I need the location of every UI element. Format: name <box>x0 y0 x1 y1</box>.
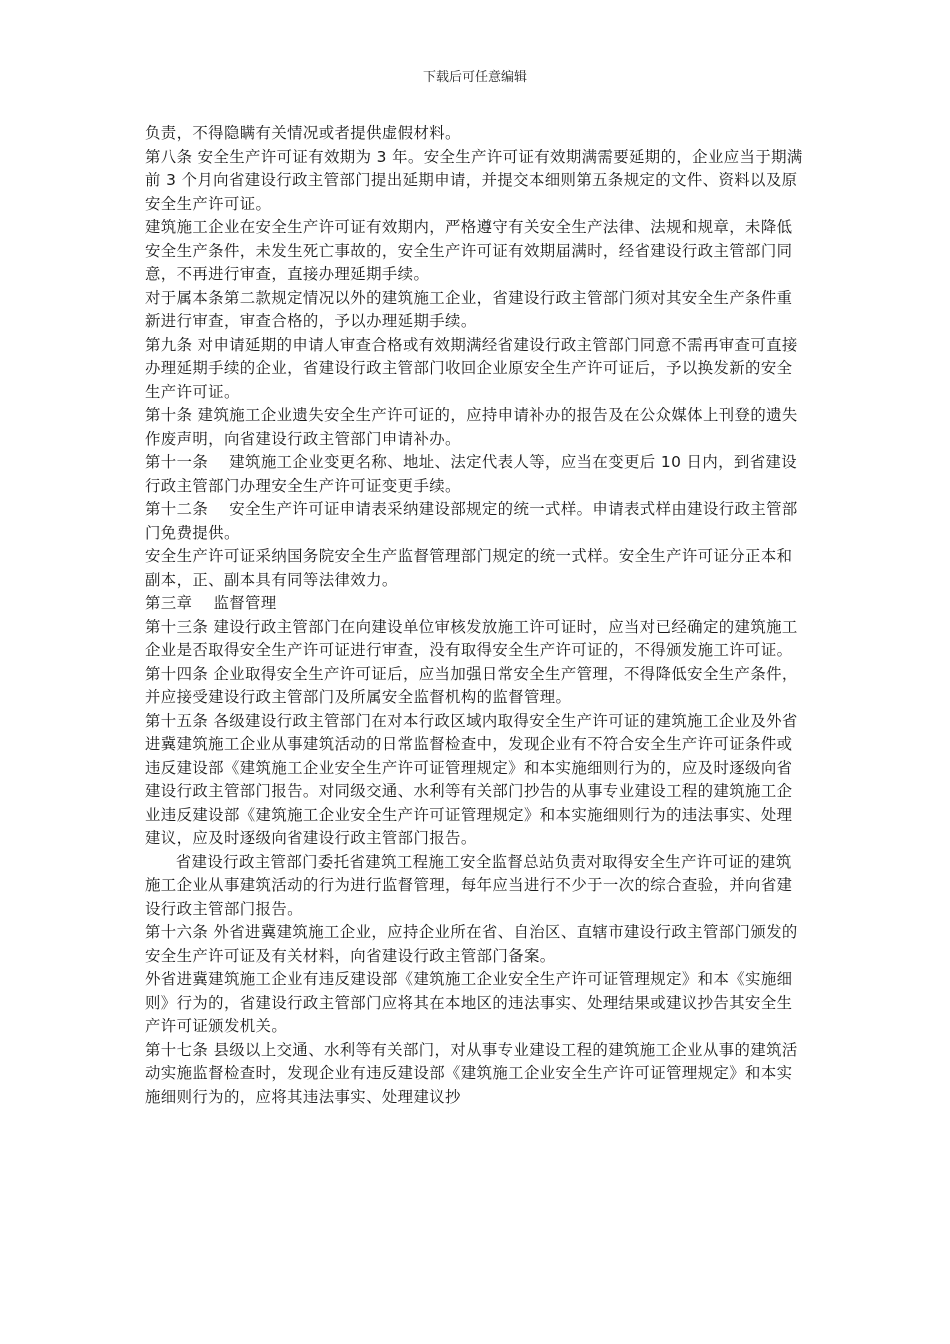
paragraph: 第十一条 建筑施工企业变更名称、地址、法定代表人等，应当在变更后 10 日内，到省建设行政主管部门办理安全生产许可证变更手续。 <box>145 453 798 495</box>
paragraph: 第十五条 各级建设行政主管部门在对本行政区域内取得安全生产许可证的建筑施工企业及外省进冀建筑施工企业从事建筑活动的日常监督检查中，发现企业有不符合安全生产许可证条件或违反建设部《建筑施工企业安全生产许可证管理规定》和本实施细则行为的，应及时逐级向省建设行政主管部门报告。对同级交通、水利等有关部门抄告的从事专业建设工程的建筑施工企业违反建设部《建筑施工企业安全生产许可证管理规定》和本实施细则行为的违法事实、处理建议，应及时逐级向省建设行政主管部门报告。 <box>145 711 798 847</box>
paragraph: 第十条 建筑施工企业遗失安全生产许可证的，应持申请补办的报告及在公众媒体上刊登的遗失作废声明，向省建设行政主管部门申请补办。 <box>145 406 798 448</box>
paragraph: 第十六条 外省进冀建筑施工企业，应持企业所在省、自治区、直辖市建设行政主管部门颁发的安全生产许可证及有关材料，向省建设行政主管部门备案。 <box>145 923 798 965</box>
paragraph: 第十四条 企业取得安全生产许可证后，应当加强日常安全生产管理，不得降低安全生产条件，并应接受建设行政主管部门及所属安全监督机构的监督管理。 <box>145 664 798 706</box>
document-body <box>145 122 805 1109</box>
paragraph: 建筑施工企业在安全生产许可证有效期内，严格遵守有关安全生产法律、法规和规章，未降低安全生产条件，未发生死亡事故的，安全生产许可证有效期届满时，经省建设行政主管部门同意，不再进行审查，直接办理延期手续。 <box>145 218 793 283</box>
paragraph: 安全生产许可证采纳国务院安全生产监督管理部门规定的统一式样。安全生产许可证分正本和副本，正、副本具有同等法律效力。 <box>145 547 793 589</box>
paragraph: 外省进冀建筑施工企业有违反建设部《建筑施工企业安全生产许可证管理规定》和本《实施细则》行为的，省建设行政主管部门应将其在本地区的违法事实、处理结果或建议抄告其安全生产许可证颁发机关。 <box>145 970 793 1035</box>
paragraph: 负责，不得隐瞒有关情况或者提供虚假材料。 <box>145 124 461 142</box>
paragraph: 第十三条 建设行政主管部门在向建设单位审核发放施工许可证时，应当对已经确定的建筑施工企业是否取得安全生产许可证进行审查，没有取得安全生产许可证的，不得颁发施工许可证。 <box>145 617 798 659</box>
paragraph: 第十七条 县级以上交通、水利等有关部门，对从事专业建设工程的建筑施工企业从事的建筑活动实施监督检查时，发现企业有违反建设部《建筑施工企业安全生产许可证管理规定》和本实施细则行为的，应将其违法事实、处理建议抄 <box>145 1040 798 1106</box>
paragraph: 第九条 对申请延期的申请人审查合格或有效期满经省建设行政主管部门同意不需再审查可直接办理延期手续的企业，省建设行政主管部门收回企业原安全生产许可证后，予以换发新的安全生产许可证。 <box>145 335 798 401</box>
paragraph: 第八条 安全生产许可证有效期为 3 年。安全生产许可证有效期满需要延期的，企业应当于期满前 3 个月向省建设行政主管部门提出延期申请，并提交本细则第五条规定的文件、资料以及原安全生产许可证。 <box>145 147 803 213</box>
paragraph: 第十二条 安全生产许可证申请表采纳建设部规定的统一式样。申请表式样由建设行政主管部门免费提供。 <box>145 500 798 542</box>
paragraph: 第三章 监督管理 <box>145 594 277 612</box>
page-header: 下载后可任意编辑 <box>422 70 527 85</box>
paragraph: 对于属本条第二款规定情况以外的建筑施工企业，省建设行政主管部门须对其安全生产条件重新进行审查，审查合格的，予以办理延期手续。 <box>145 288 793 330</box>
paragraph: 省建设行政主管部门委托省建筑工程施工安全监督总站负责对取得安全生产许可证的建筑施工企业从事建筑活动的行为进行监督管理，每年应当进行不少于一次的综合查验，并向省建设行政主管部门报告。 <box>145 852 793 918</box>
